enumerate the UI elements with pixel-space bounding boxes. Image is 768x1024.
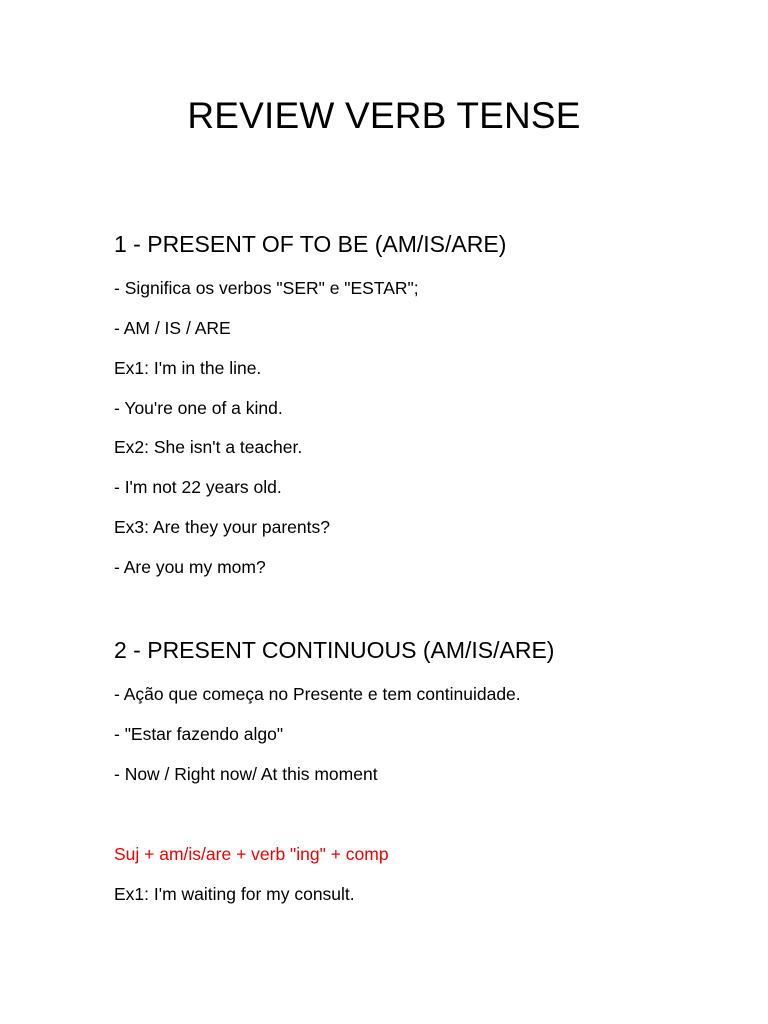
- example-line: Ex1: I'm waiting for my consult.: [114, 884, 355, 904]
- section-1-line: Ex3: Are they your parents?: [114, 517, 330, 537]
- section-1-line: - You're one of a kind.: [114, 398, 283, 418]
- section-1-heading: 1 - PRESENT OF TO BE (AM/IS/ARE): [114, 231, 507, 257]
- section-1-line: - AM / IS / ARE: [114, 318, 231, 338]
- section-1-line: - Are you my mom?: [114, 557, 266, 577]
- document-title: REVIEW VERB TENSE: [187, 95, 581, 136]
- section-2-line: - "Estar fazendo algo": [114, 724, 284, 744]
- section-2-line: - Now / Right now/ At this moment: [114, 764, 378, 784]
- section-1-line: - I'm not 22 years old.: [114, 477, 282, 497]
- section-1-line: - Significa os verbos "SER" e "ESTAR";: [114, 278, 419, 298]
- section-2-heading: 2 - PRESENT CONTINUOUS (AM/IS/ARE): [114, 637, 555, 663]
- section-1-line: Ex2: She isn't a teacher.: [114, 437, 303, 457]
- section-1-line: Ex1: I'm in the line.: [114, 358, 262, 378]
- section-2-line: - Ação que começa no Presente e tem continuidade.: [114, 684, 521, 704]
- formula-line: Suj + am/is/are + verb "ing" + comp: [114, 844, 389, 864]
